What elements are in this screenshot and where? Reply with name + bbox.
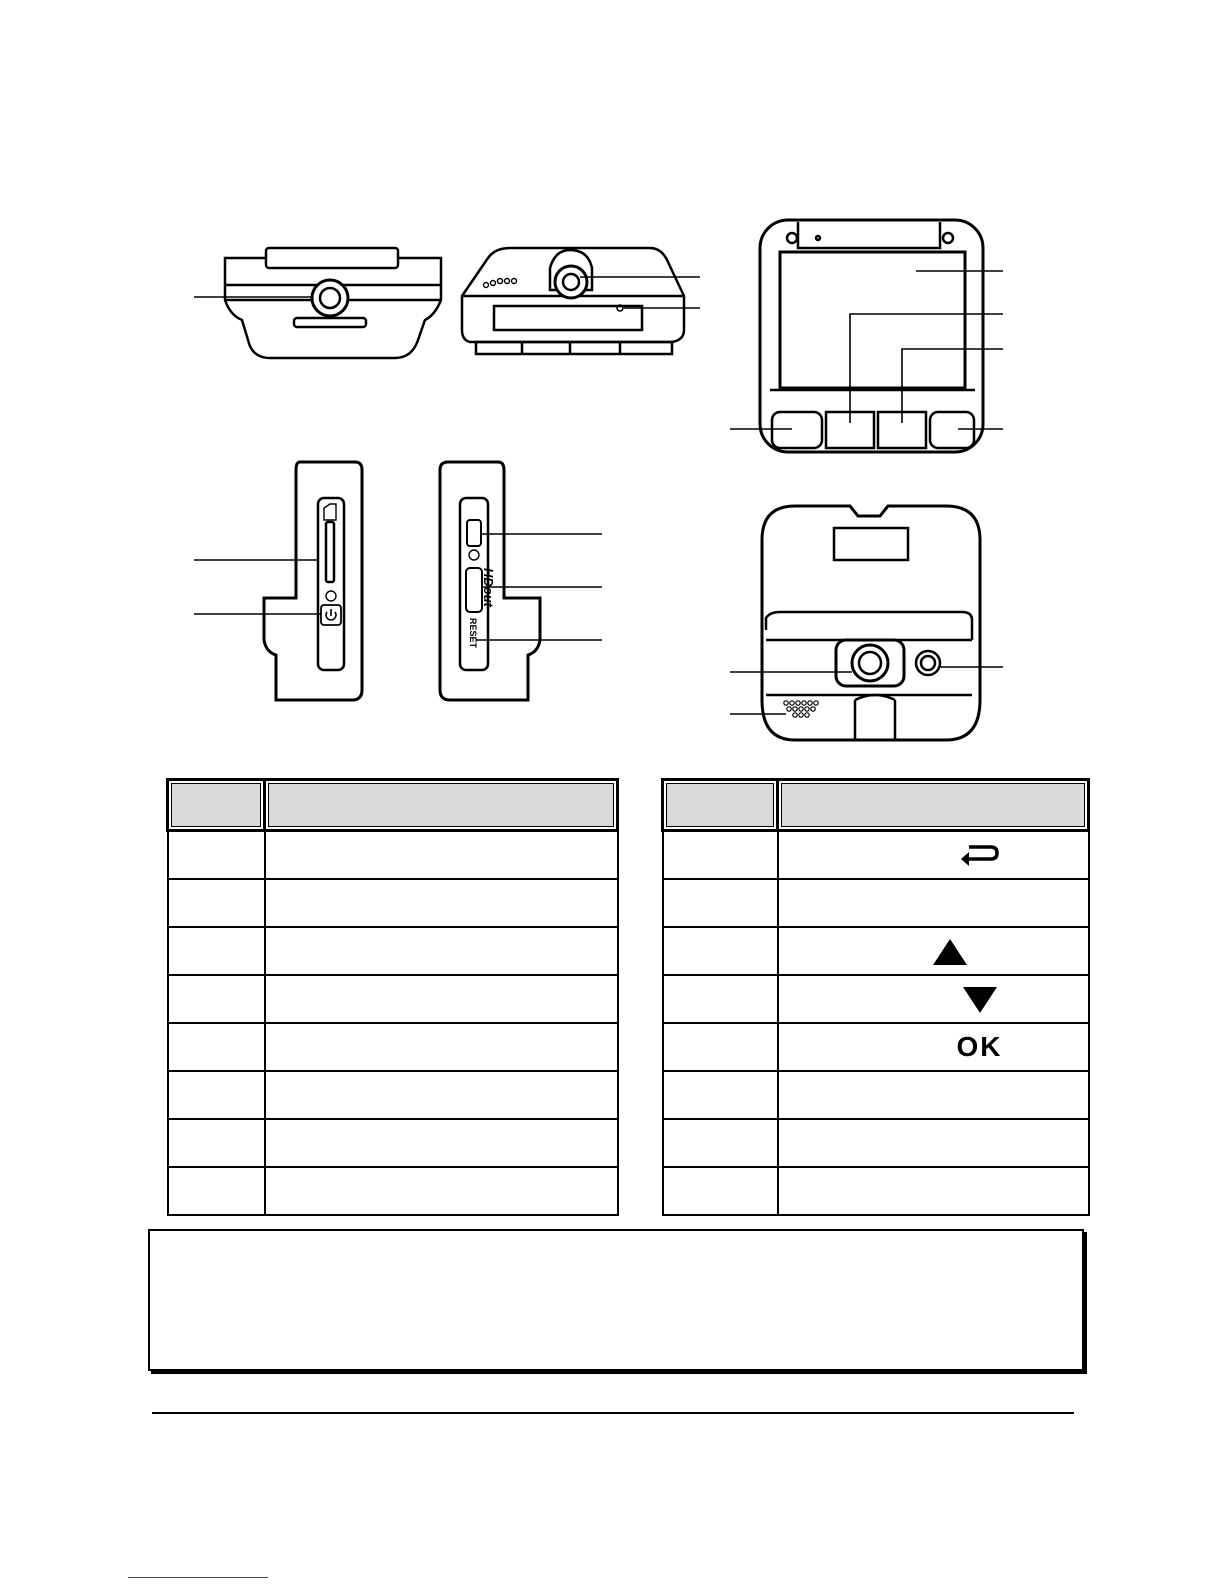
table-cell	[168, 831, 265, 880]
table-cell	[265, 975, 618, 1023]
return-arrow-icon	[959, 841, 999, 869]
front-view	[462, 248, 700, 354]
table-header-row	[663, 780, 1089, 831]
top-view	[194, 248, 441, 358]
table-row	[168, 1167, 618, 1215]
table-cell	[265, 1167, 618, 1215]
table-header-row	[168, 780, 618, 831]
table-row	[663, 1071, 1089, 1119]
table-row	[663, 975, 1089, 1023]
table-row	[663, 879, 1089, 927]
table-cell	[168, 975, 265, 1023]
table-cell	[168, 1119, 265, 1167]
table-row	[168, 927, 618, 975]
table-cell	[265, 831, 618, 880]
table-cell	[168, 927, 265, 975]
column-header-number	[663, 780, 778, 831]
reset-button-label: RESET	[468, 618, 478, 649]
table-cell	[778, 1071, 1089, 1119]
parts-table-right	[661, 778, 1090, 1216]
table-row	[663, 1167, 1089, 1215]
table-cell	[168, 879, 265, 927]
table-row	[663, 831, 1089, 880]
right-side-view	[440, 462, 602, 700]
table-cell	[663, 927, 778, 975]
table-cell	[778, 975, 1089, 1023]
table-row	[663, 927, 1089, 975]
ok-label: OK	[956, 1031, 1003, 1062]
column-header-description	[778, 780, 1089, 831]
hdmi-port-label: HDout	[481, 568, 496, 607]
rear-view	[730, 506, 1003, 740]
table-row	[168, 879, 618, 927]
table-cell	[778, 1023, 1089, 1071]
table-cell	[265, 1071, 618, 1119]
table-cell	[663, 1023, 778, 1071]
up-triangle-icon	[931, 937, 969, 967]
table-row	[168, 1119, 618, 1167]
note-box	[148, 1229, 1084, 1371]
table-row	[168, 831, 618, 880]
parts-table-left	[166, 778, 619, 1216]
table-cell	[778, 1119, 1089, 1167]
table-cell	[663, 879, 778, 927]
table-row	[168, 1023, 618, 1071]
table-row	[663, 1023, 1089, 1071]
table-cell	[265, 879, 618, 927]
column-header-description	[265, 780, 618, 831]
column-header-number	[168, 780, 265, 831]
table-cell	[663, 1167, 778, 1215]
table-cell	[778, 1167, 1089, 1215]
table-cell	[168, 1167, 265, 1215]
screen-view	[730, 220, 1003, 452]
footer-rule	[152, 1412, 1074, 1414]
table-row	[168, 1071, 618, 1119]
table-cell	[265, 927, 618, 975]
device-diagram	[0, 0, 1225, 760]
table-cell	[663, 975, 778, 1023]
table-row	[168, 975, 618, 1023]
table-cell	[663, 1071, 778, 1119]
table-cell	[778, 927, 1089, 975]
table-cell	[168, 1071, 265, 1119]
table-row	[663, 1119, 1089, 1167]
table-cell	[663, 1119, 778, 1167]
table-cell	[778, 831, 1089, 880]
footer-link-underline[interactable]	[128, 1577, 268, 1578]
down-triangle-icon	[961, 985, 999, 1015]
table-cell	[265, 1023, 618, 1071]
table-cell	[168, 1023, 265, 1071]
left-side-view	[194, 462, 362, 700]
table-cell	[778, 879, 1089, 927]
table-cell	[265, 1119, 618, 1167]
table-cell	[663, 831, 778, 880]
